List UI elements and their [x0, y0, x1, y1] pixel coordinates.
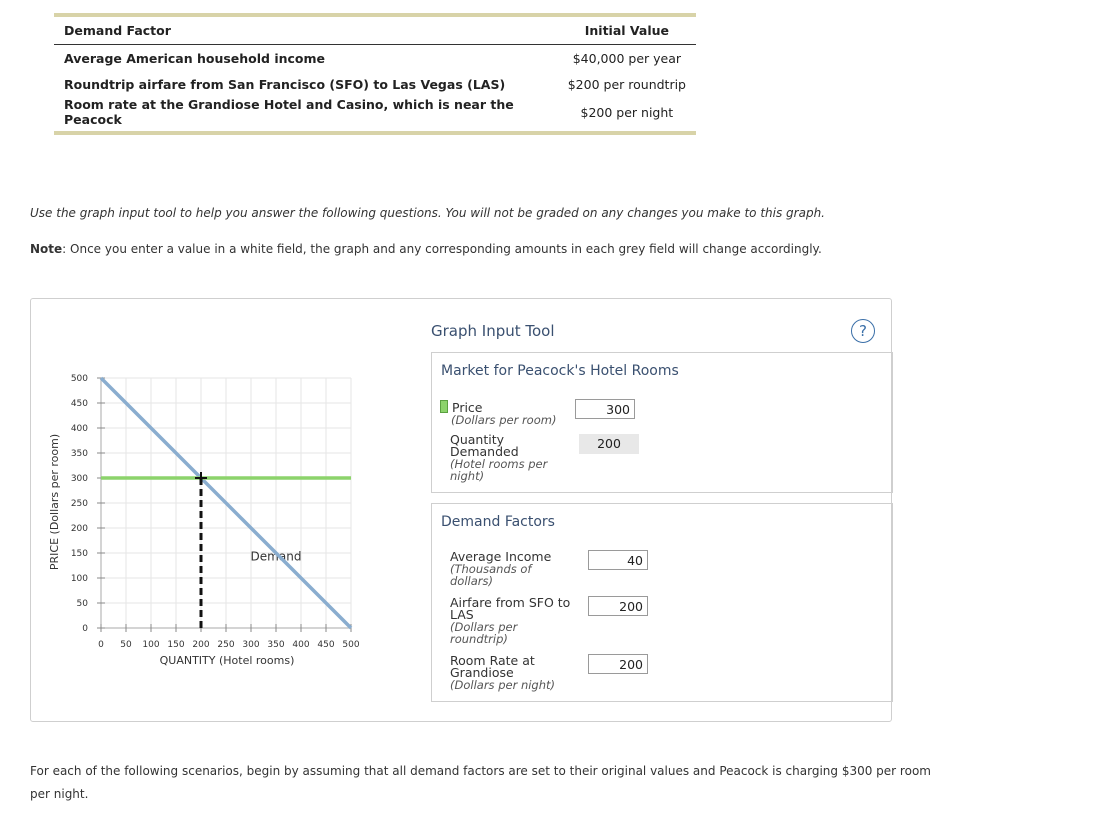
y-tick-label: 50 [76, 599, 88, 609]
graph-panel [30, 298, 892, 722]
airfare-unit: (Dollars per roundtrip) [450, 620, 518, 646]
header-demand-factor: Demand Factor [54, 17, 558, 45]
demand-curve-label: Demand [250, 549, 302, 564]
factor-value: $200 per night [580, 104, 674, 120]
y-tick-label: 350 [70, 449, 88, 459]
factor-name: Average American household income [64, 50, 326, 66]
income-label: Average Income (Thousands of dollars) [450, 549, 552, 588]
y-tick-label: 150 [70, 549, 88, 559]
note-body: : Once you enter a value in a white field, the graph and any corresponding amounts in each grey field will change accordingly. [62, 242, 822, 256]
table-row [54, 71, 696, 97]
x-tick-label: 200 [192, 640, 210, 650]
y-tick-label: 100 [70, 574, 88, 584]
airfare-input[interactable]: 200 [588, 596, 648, 616]
room-rate-label: Room Rate at Grandiose (Dollars per night) [450, 653, 556, 692]
x-tick-label: 500 [342, 640, 360, 650]
x-tick-label: 450 [317, 640, 335, 650]
table-row [54, 45, 696, 72]
room-rate-input[interactable]: 200 [588, 654, 648, 674]
table-row [54, 97, 696, 131]
x-axis-label: QUANTITY (Hotel rooms) [159, 654, 295, 667]
help-icon[interactable]: ? [851, 319, 875, 343]
note-text [30, 242, 822, 256]
y-tick-label: 0 [82, 624, 88, 634]
x-tick-label: 300 [242, 640, 260, 650]
airfare-label: Airfare from SFO to LAS (Dollars per roundtrip) [450, 595, 571, 646]
table-bottom-border [54, 131, 696, 135]
x-tick-label: 100 [142, 640, 160, 650]
quantity-unit: (Hotel rooms per night) [450, 457, 548, 483]
price-label: Price (Dollars per room) [440, 400, 556, 426]
factor-name: Roundtrip airfare from San Francisco (SFO) to Las Vegas (LAS) [64, 76, 506, 92]
instruction-text: Use the graph input tool to help you answer the following questions. You will not be graded on any changes you make to this graph. [30, 206, 825, 220]
y-tick-label: 300 [70, 474, 88, 484]
income-input[interactable]: 40 [588, 550, 648, 570]
price-unit: (Dollars per room) [451, 413, 557, 427]
footer-text: For each of the following scenarios, begin by assuming that all demand factors are set to their original values and Peacock is charging $300 per room per night. [30, 764, 931, 801]
tool-title: Graph Input Tool [431, 322, 555, 340]
y-tick-label: 450 [70, 399, 88, 409]
demand-graph[interactable] [31, 299, 411, 721]
demand-factors-box [431, 503, 893, 702]
quantity-output: 200 [579, 434, 639, 454]
income-unit: (Thousands of dollars) [450, 562, 532, 588]
factor-value: $40,000 per year [572, 50, 682, 66]
room-rate-unit: (Dollars per night) [450, 678, 556, 692]
price-input[interactable]: 300 [575, 399, 635, 419]
y-tick-label: 250 [70, 499, 88, 509]
x-tick-label: 400 [292, 640, 310, 650]
market-title: Market for Peacock's Hotel Rooms [441, 363, 679, 379]
y-tick-label: 200 [70, 524, 88, 534]
note-label: Note [30, 242, 63, 256]
demand-factors-title: Demand Factors [441, 514, 555, 530]
quantity-label: Quantity Demanded (Hotel rooms per night) [450, 432, 548, 483]
market-box [431, 352, 893, 493]
y-tick-label: 500 [70, 374, 88, 384]
x-tick-label: 50 [120, 640, 132, 650]
table-header-row [54, 17, 696, 45]
x-tick-label: 0 [98, 640, 104, 650]
x-tick-label: 350 [267, 640, 285, 650]
factor-name: Room rate at the Grandiose Hotel and Casino, which is near the Peacock [64, 97, 514, 127]
demand-factor-table [54, 13, 696, 135]
factor-value: $200 per roundtrip [567, 76, 686, 92]
x-tick-label: 250 [217, 640, 235, 650]
x-tick-label: 150 [167, 640, 185, 650]
y-tick-label: 400 [70, 424, 88, 434]
header-initial-value: Initial Value [558, 17, 696, 45]
price-swatch-icon [440, 400, 448, 413]
y-axis-label: PRICE (Dollars per room) [48, 433, 61, 571]
